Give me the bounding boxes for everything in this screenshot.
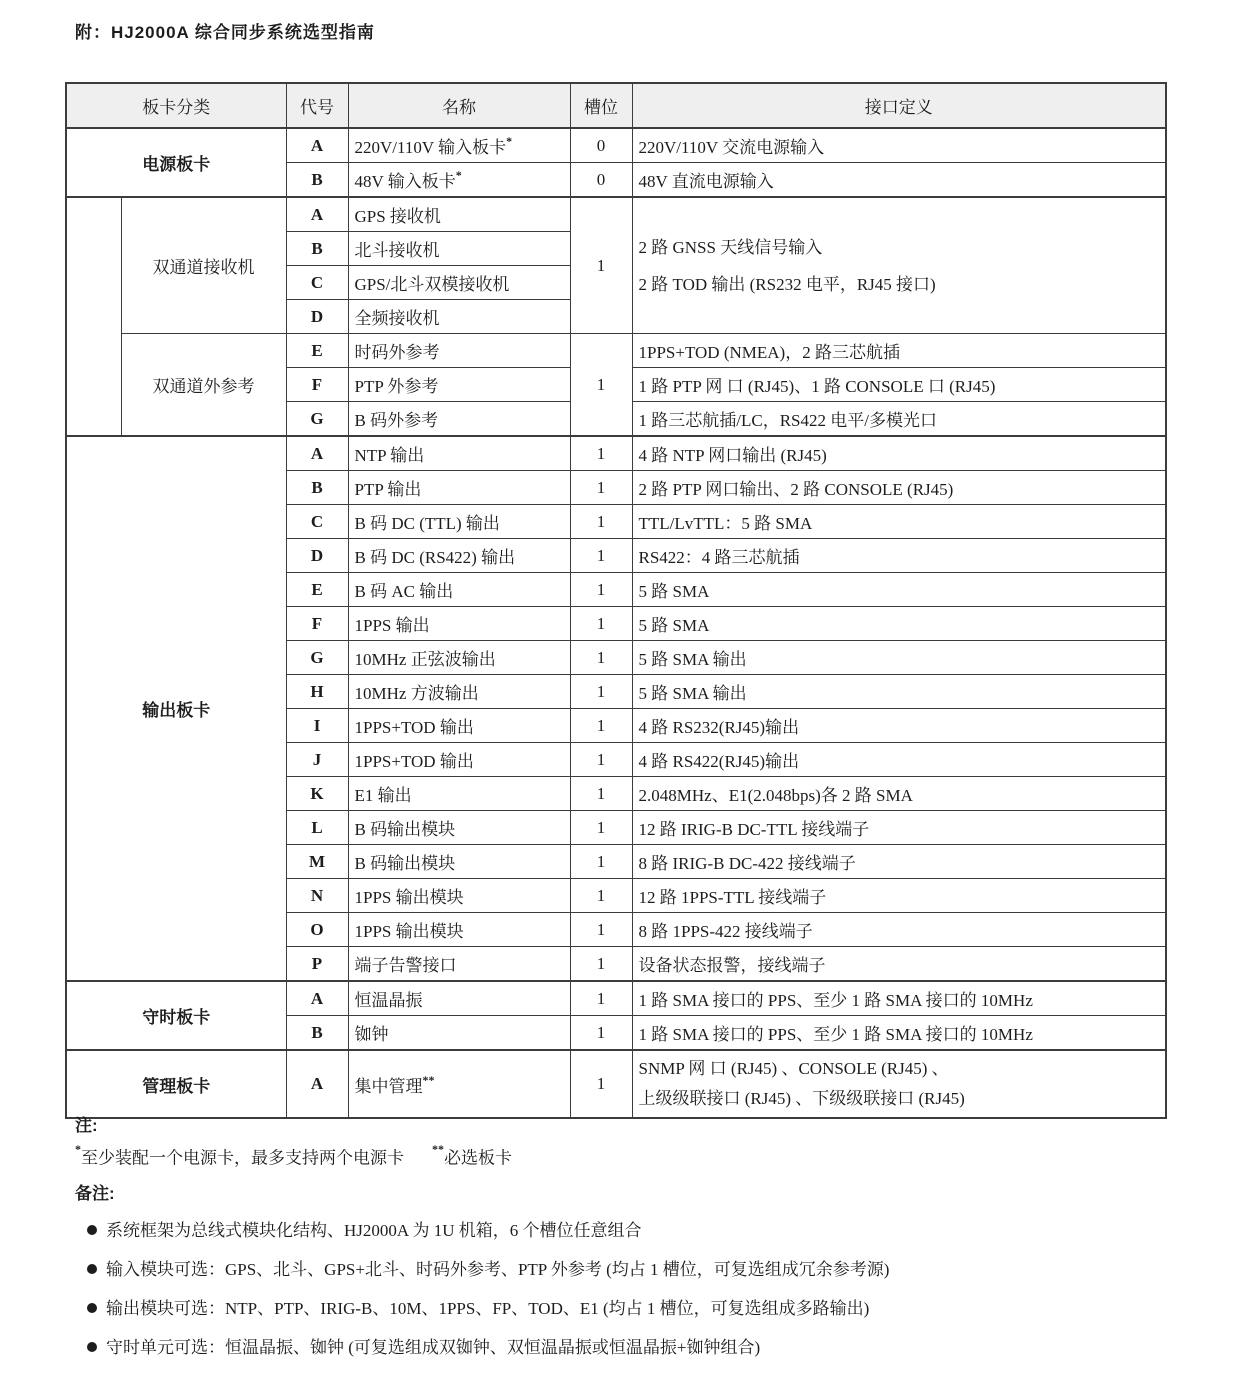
bullet-icon [87, 1264, 97, 1274]
column-header: 代号 [286, 83, 348, 128]
remark-item [87, 1298, 1185, 1320]
slot-cell: 1 [570, 1016, 632, 1051]
name-cell: 1PPS+TOD 输出 [348, 709, 570, 743]
selection-table [65, 82, 1167, 1119]
name-cell: GPS 接收机 [348, 197, 570, 232]
code-cell: H [286, 675, 348, 709]
code-cell: J [286, 743, 348, 777]
footnote-line [75, 1140, 1185, 1172]
category-cell: 输出板卡 [66, 436, 286, 981]
slot-cell: 1 [570, 197, 632, 334]
slot-cell: 1 [570, 879, 632, 913]
interface-cell: 5 路 SMA [632, 607, 1166, 641]
interface-cell: 5 路 SMA 输出 [632, 675, 1166, 709]
category-cell: 管理板卡 [66, 1050, 286, 1118]
slot-cell: 1 [570, 947, 632, 982]
asterisk-superscript: * [455, 168, 462, 183]
interface-cell: 设备状态报警，接线端子 [632, 947, 1166, 982]
slot-cell: 1 [570, 641, 632, 675]
table-row [66, 334, 1166, 368]
code-cell: G [286, 641, 348, 675]
subcategory-cell: 双通道外参考 [121, 334, 286, 437]
slot-cell: 1 [570, 471, 632, 505]
name-cell: 铷钟 [348, 1016, 570, 1051]
table-row [66, 128, 1166, 163]
name-cell: 集中管理** [348, 1050, 570, 1118]
interface-line: 上级级联接口 (RJ45) 、下级级联接口 (RJ45) [638, 1089, 965, 1108]
name-cell: 时码外参考 [348, 334, 570, 368]
name-cell: E1 输出 [348, 777, 570, 811]
interface-cell: 4 路 NTP 网口输出 (RJ45) [632, 436, 1166, 471]
interface-cell: TTL/LvTTL：5 路 SMA [632, 505, 1166, 539]
code-cell: D [286, 300, 348, 334]
slot-cell: 1 [570, 1050, 632, 1118]
code-cell: D [286, 539, 348, 573]
interface-cell [632, 1050, 1166, 1118]
code-cell: B [286, 163, 348, 198]
slot-cell: 1 [570, 334, 632, 437]
name-cell: 恒温晶振 [348, 981, 570, 1016]
code-cell: B [286, 1016, 348, 1051]
footnote-asterisk: * [75, 1142, 81, 1156]
slot-cell: 1 [570, 505, 632, 539]
code-cell: C [286, 505, 348, 539]
interface-cell: 1 路 SMA 接口的 PPS、至少 1 路 SMA 接口的 10MHz [632, 1016, 1166, 1051]
slot-cell: 1 [570, 436, 632, 471]
name-cell: GPS/北斗双模接收机 [348, 266, 570, 300]
interface-line: SNMP 网 口 (RJ45) 、CONSOLE (RJ45) 、 [638, 1059, 949, 1078]
name-cell: B 码 DC (TTL) 输出 [348, 505, 570, 539]
remark-text: 输入模块可选：GPS、北斗、GPS+北斗、时码外参考、PTP 外参考 (均占 1 槽位，可复选组成冗余参考源) [106, 1259, 890, 1279]
interface-cell: 5 路 SMA [632, 573, 1166, 607]
code-cell: A [286, 436, 348, 471]
interface-cell: 1 路 PTP 网 口 (RJ45)、1 路 CONSOLE 口 (RJ45) [632, 368, 1166, 402]
remark-item [87, 1259, 1185, 1281]
interface-cell: 8 路 1PPS-422 接线端子 [632, 913, 1166, 947]
table-row [66, 981, 1166, 1016]
footnote-text-required: 必选板卡 [444, 1148, 512, 1168]
interface-cell: 1 路三芯航插/LC，RS422 电平/多模光口 [632, 402, 1166, 437]
remark-text: 系统框架为总线式模块化结构、HJ2000A 为 1U 机箱，6 个槽位任意组合 [106, 1220, 642, 1240]
column-header: 槽位 [570, 83, 632, 128]
code-cell: N [286, 879, 348, 913]
name-cell: 1PPS 输出模块 [348, 879, 570, 913]
interface-cell: RS422：4 路三芯航插 [632, 539, 1166, 573]
name-cell: NTP 输出 [348, 436, 570, 471]
bullet-icon [87, 1225, 97, 1235]
name-cell: 10MHz 正弦波输出 [348, 641, 570, 675]
column-header: 名称 [348, 83, 570, 128]
interface-cell: 48V 直流电源输入 [632, 163, 1166, 198]
table-row [66, 1050, 1166, 1118]
interface-cell: 4 路 RS232(RJ45)输出 [632, 709, 1166, 743]
table-row [66, 436, 1166, 471]
code-cell: E [286, 334, 348, 368]
remark-item [87, 1337, 1185, 1359]
page-title: 附：HJ2000A 综合同步系统选型指南 [75, 23, 375, 42]
name-cell: 北斗接收机 [348, 232, 570, 266]
interface-line: 2 路 GNSS 天线信号输入 [638, 237, 823, 257]
table-row [66, 197, 1166, 232]
name-cell: 48V 输入板卡* [348, 163, 570, 198]
category-cell: 电源板卡 [66, 128, 286, 197]
asterisk-superscript: ** [422, 1072, 435, 1087]
interface-line: 2 路 TOD 输出 (RS232 电平，RJ45 接口) [638, 274, 936, 294]
category-cell [66, 197, 121, 436]
remark-text: 守时单元可选：恒温晶振、铷钟 (可复选组成双铷钟、双恒温晶振或恒温晶振+铷钟组合) [106, 1337, 761, 1357]
code-cell: B [286, 232, 348, 266]
interface-cell: 2.048MHz、E1(2.048bps)各 2 路 SMA [632, 777, 1166, 811]
header-row [66, 83, 1166, 128]
name-cell: B 码外参考 [348, 402, 570, 437]
name-cell: PTP 输出 [348, 471, 570, 505]
interface-cell: 5 路 SMA 输出 [632, 641, 1166, 675]
remark-item [87, 1220, 1185, 1242]
code-cell: A [286, 1050, 348, 1118]
interface-cell: 1 路 SMA 接口的 PPS、至少 1 路 SMA 接口的 10MHz [632, 981, 1166, 1016]
code-cell: O [286, 913, 348, 947]
slot-cell: 1 [570, 743, 632, 777]
bullet-icon [87, 1342, 97, 1352]
table-body [66, 128, 1166, 1118]
code-cell: G [286, 402, 348, 437]
footnote-double-asterisk: ** [432, 1142, 444, 1156]
name-cell: B 码 AC 输出 [348, 573, 570, 607]
category-cell: 守时板卡 [66, 981, 286, 1050]
note-heading: 注: [75, 1116, 98, 1135]
name-cell: 1PPS 输出 [348, 607, 570, 641]
name-cell: 10MHz 方波输出 [348, 675, 570, 709]
name-cell: B 码输出模块 [348, 845, 570, 879]
slot-cell: 1 [570, 777, 632, 811]
code-cell: I [286, 709, 348, 743]
remark-list [75, 1220, 1185, 1359]
code-cell: F [286, 607, 348, 641]
slot-cell: 1 [570, 811, 632, 845]
slot-cell: 0 [570, 128, 632, 163]
interface-cell: 4 路 RS422(RJ45)输出 [632, 743, 1166, 777]
notes-section [75, 1114, 1185, 1376]
code-cell: P [286, 947, 348, 982]
remark-text: 输出模块可选：NTP、PTP、IRIG-B、10M、1PPS、FP、TOD、E1 (均占 1 槽位，可复选组成多路输出) [106, 1298, 870, 1318]
interface-cell: 220V/110V 交流电源输入 [632, 128, 1166, 163]
subcategory-cell: 双通道接收机 [121, 197, 286, 334]
code-cell: C [286, 266, 348, 300]
name-cell: B 码输出模块 [348, 811, 570, 845]
table-header [66, 83, 1166, 128]
interface-cell [632, 197, 1166, 334]
interface-cell: 1PPS+TOD (NMEA)，2 路三芯航插 [632, 334, 1166, 368]
name-cell: B 码 DC (RS422) 输出 [348, 539, 570, 573]
interface-cell: 12 路 1PPS-TTL 接线端子 [632, 879, 1166, 913]
column-header: 板卡分类 [66, 83, 286, 128]
code-cell: A [286, 197, 348, 232]
bullet-icon [87, 1303, 97, 1313]
slot-cell: 1 [570, 573, 632, 607]
interface-cell: 2 路 PTP 网口输出、2 路 CONSOLE (RJ45) [632, 471, 1166, 505]
code-cell: K [286, 777, 348, 811]
code-cell: B [286, 471, 348, 505]
slot-cell: 1 [570, 709, 632, 743]
slot-cell: 1 [570, 675, 632, 709]
asterisk-superscript: * [506, 134, 513, 149]
name-cell: 1PPS+TOD 输出 [348, 743, 570, 777]
code-cell: E [286, 573, 348, 607]
name-cell: 220V/110V 输入板卡* [348, 128, 570, 163]
code-cell: A [286, 128, 348, 163]
code-cell: L [286, 811, 348, 845]
slot-cell: 1 [570, 845, 632, 879]
column-header: 接口定义 [632, 83, 1166, 128]
code-cell: F [286, 368, 348, 402]
name-cell: 全频接收机 [348, 300, 570, 334]
interface-cell: 8 路 IRIG-B DC-422 接线端子 [632, 845, 1166, 879]
slot-cell: 0 [570, 163, 632, 198]
name-cell: PTP 外参考 [348, 368, 570, 402]
slot-cell: 1 [570, 981, 632, 1016]
remark-heading: 备注: [75, 1183, 115, 1203]
name-cell: 端子告警接口 [348, 947, 570, 982]
slot-cell: 1 [570, 913, 632, 947]
code-cell: M [286, 845, 348, 879]
slot-cell: 1 [570, 539, 632, 573]
slot-cell: 1 [570, 607, 632, 641]
code-cell: A [286, 981, 348, 1016]
interface-cell: 12 路 IRIG-B DC-TTL 接线端子 [632, 811, 1166, 845]
footnote-text-power: 至少装配一个电源卡，最多支持两个电源卡 [81, 1148, 404, 1168]
name-cell: 1PPS 输出模块 [348, 913, 570, 947]
